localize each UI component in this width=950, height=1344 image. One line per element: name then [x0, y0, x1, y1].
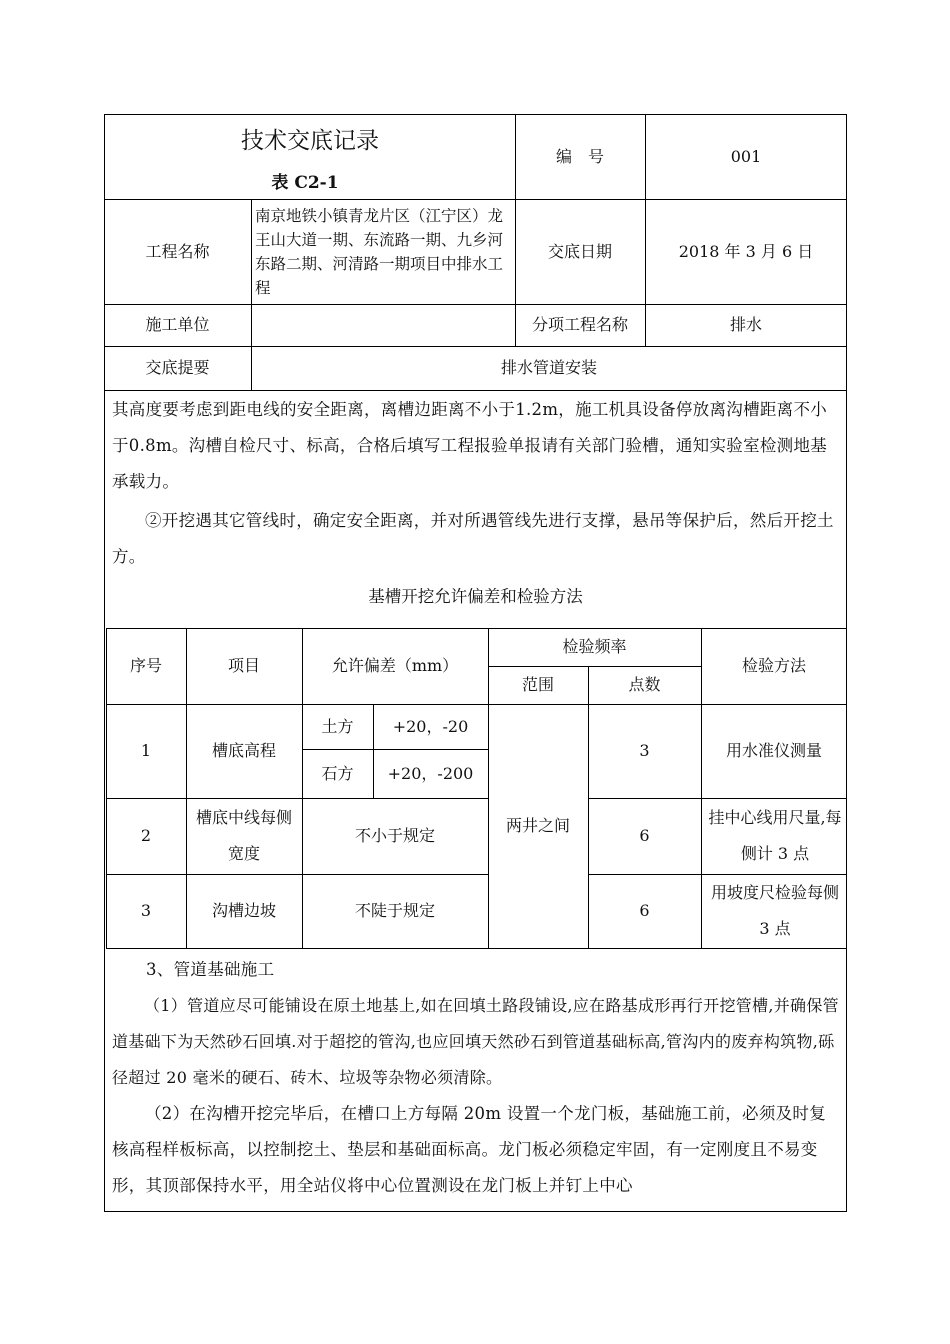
row2-seq: 2: [140, 826, 152, 845]
tolerance-table: [106, 628, 847, 948]
row1-method: 用水准仪测量: [725, 741, 822, 760]
date-label: 交底日期: [547, 241, 612, 261]
number-value: 001: [730, 146, 762, 166]
table-rule: [106, 948, 847, 949]
col-header-points: 点数: [628, 675, 661, 694]
col-header-seq: 序号: [129, 656, 162, 675]
body-paragraph: （1）管道应尽可能铺设在原土地基上,如在回填土路段铺设,应在路基成形再行开挖管槽,并确保管道基础下为天然砂石回填.对于超挖的管沟,也应回填天然砂石到管道基础标高,管沟内的废弃构筑物,砾径超过 20 毫米的硬石、砖木、垃圾等杂物必须清除。: [112, 996, 839, 1087]
summary-label: 交底提要: [145, 358, 210, 377]
row1-sub-value: +20，-200: [387, 763, 474, 783]
row2-points: 6: [639, 826, 650, 845]
row3-points: 6: [639, 901, 650, 920]
row1-sub-type: 石方: [321, 763, 354, 783]
row1-seq: 1: [140, 741, 152, 760]
row1-sub-type: 土方: [321, 716, 354, 736]
row3-method: 用坡度尺检验每侧 3 点: [710, 883, 839, 938]
number-label: 编 号: [555, 146, 604, 166]
unit-value: [251, 304, 515, 346]
row3-seq: 3: [140, 901, 152, 920]
col-header-tolerance: 允许偏差（mm）: [331, 656, 459, 675]
row2-item: 槽底中线每侧宽度: [195, 808, 292, 863]
col-header-method: 检验方法: [741, 656, 806, 675]
row2-method: 挂中心线用尺量,每侧计 3 点: [708, 808, 842, 863]
project-value: 南京地铁小镇青龙片区（江宁区）龙王山大道一期、东流路一期、九乡河东路二期、河清路一期项目中排水工程: [255, 206, 504, 297]
row3-item: 沟槽边坡: [211, 901, 276, 920]
unit-label: 施工单位: [145, 315, 210, 334]
table-caption: 基槽开挖允许偏差和检验方法: [368, 587, 583, 606]
col-header-frequency: 检验频率: [562, 637, 627, 656]
form-code: 表 C2-1: [271, 173, 339, 193]
project-label: 工程名称: [145, 241, 210, 261]
date-value: 2018 年 3 月 6 日: [678, 241, 814, 261]
body-paragraph: ②开挖遇其它管线时，确定安全距离，并对所遇管线先进行支撑，悬吊等保护后，然后开挖土方。: [112, 511, 834, 566]
body-paragraph: 其高度要考虑到距电线的安全距离，离槽边距离不小于1.2m，施工机具设备停放离沟槽距离不小于0.8m。沟槽自检尺寸、标高，合格后填写工程报验单报请有关部门验槽，通知实验室检测地基承载力。: [112, 400, 828, 491]
row1-item: 槽底高程: [211, 741, 276, 760]
row1-points: 3: [639, 741, 650, 760]
col-header-range: 范围: [521, 675, 554, 694]
section-title: 3、管道基础施工: [146, 960, 275, 979]
subitem-value: 排水: [729, 315, 762, 334]
row1-sub-value: +20，-20: [392, 716, 469, 736]
col-header-item: 项目: [227, 656, 260, 675]
range-value: 两井之间: [505, 816, 570, 835]
header-rule: [104, 390, 847, 391]
subitem-label: 分项工程名称: [531, 315, 628, 334]
body-paragraph: （2）在沟槽开挖完毕后，在槽口上方每隔 20m 设置一个龙门板，基础施工前，必须及时复核高程样板标高，以控制挖土、垫层和基础面标高。龙门板必须稳定牢固，有一定刚度且不易变形，其顶部保持水平，用全站仪将中心位置测设在龙门板上并钉上中心: [112, 1104, 827, 1195]
row2-tolerance: 不小于规定: [354, 826, 435, 845]
page-title: 技术交底记录: [241, 128, 379, 154]
row3-tolerance: 不陡于规定: [354, 901, 435, 920]
summary-value: 排水管道安装: [500, 358, 597, 377]
